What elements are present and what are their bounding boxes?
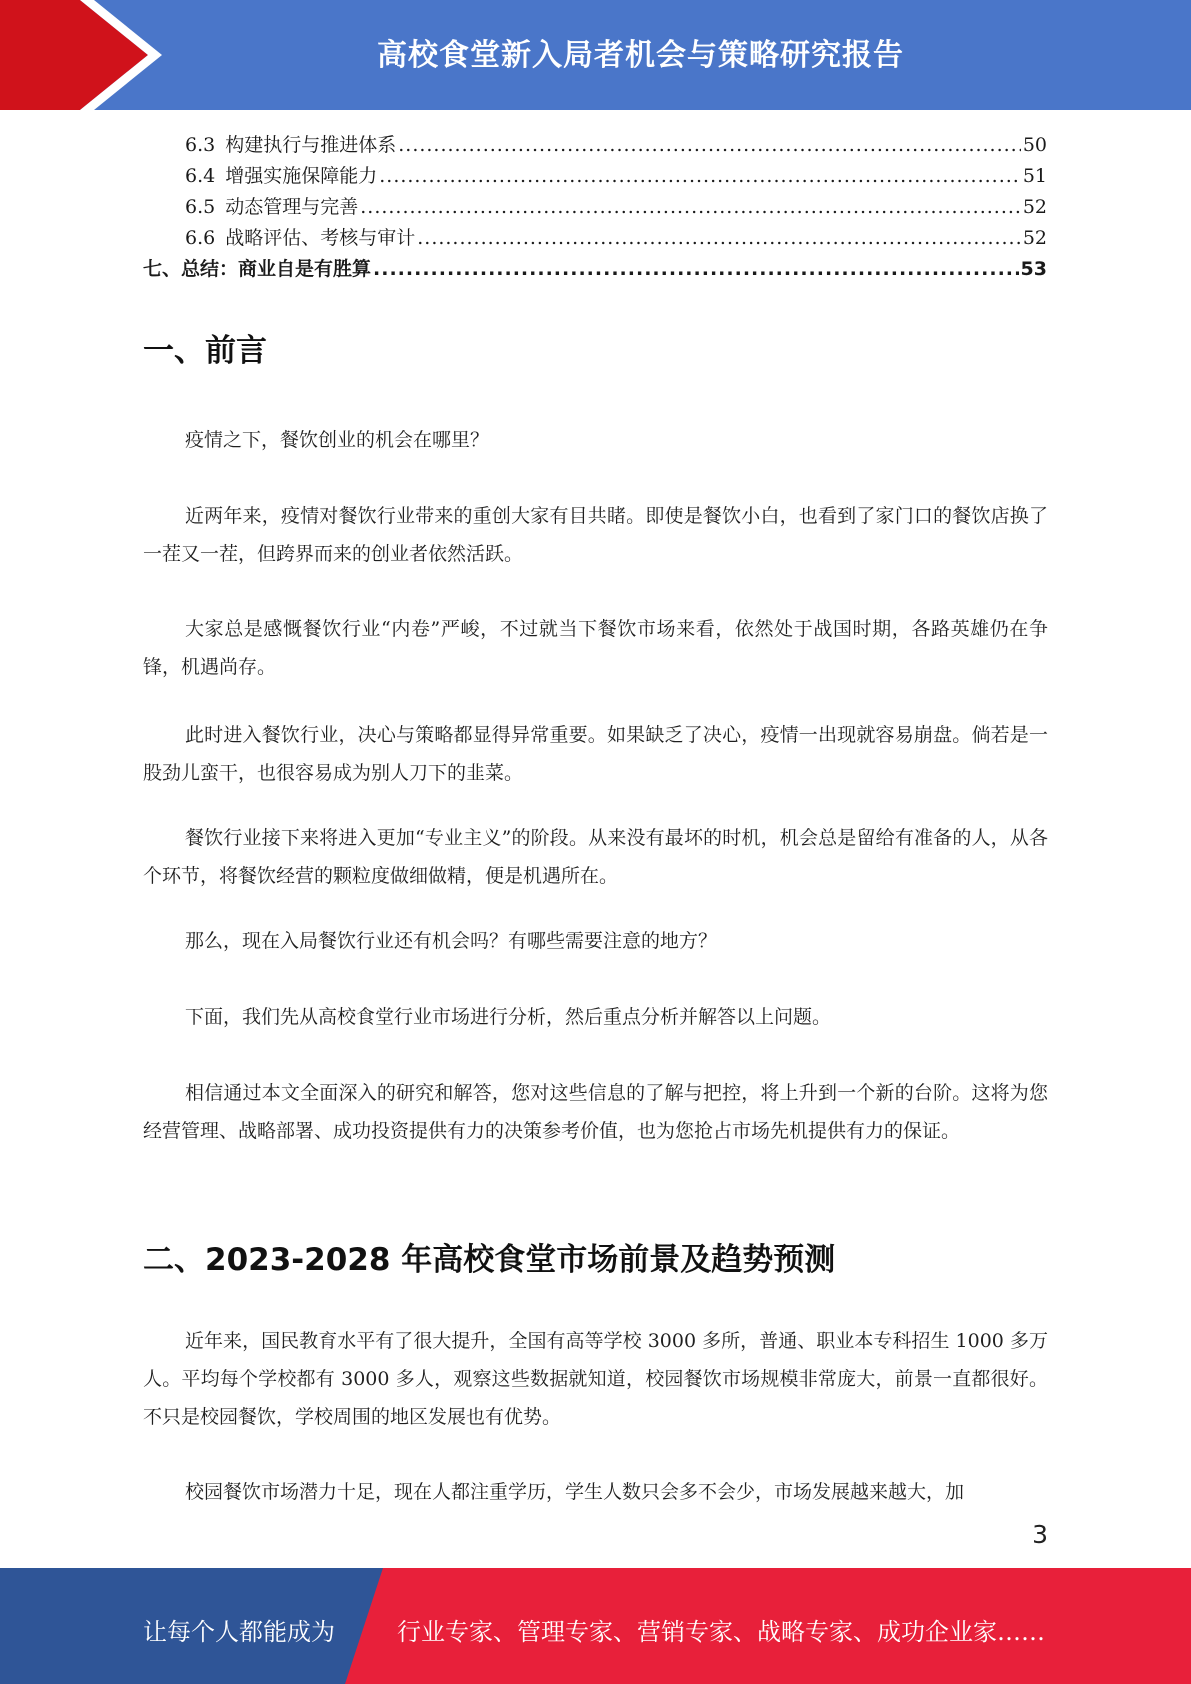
toc-leader-dots [398,134,1021,156]
body-paragraph: 疫情之下，餐饮创业的机会在哪里？ [185,429,490,451]
toc-entry-label: 战略评估、考核与审计 [225,227,416,249]
toc-entry[interactable] [143,192,1047,223]
toc-entry-page: 50 [1022,134,1047,156]
page-number: 3 [1032,1520,1048,1549]
toc-entry-chapter[interactable] [143,254,1047,285]
toc-entry-page: 51 [1022,165,1047,187]
table-of-contents [143,130,1047,285]
report-title: 高校食堂新入局者机会与策略研究报告 [377,38,904,73]
page-header [0,0,1191,110]
toc-entry-label: 七、总结：商业自是有胜算 [143,258,372,280]
body-paragraph: 此时进入餐饮行业，决心与策略都显得异常重要。如果缺乏了决心，疫情一出现就容易崩盘。倘若是一股劲儿蛮干，也很容易成为别人刀下的韭菜。 [143,724,1048,784]
toc-entry-number: 6.4 [185,165,216,187]
toc-entry-page: 52 [1022,227,1047,249]
body-paragraph: 近年来，国民教育水平有了很大提升，全国有高等学校 3000 多所，普通、职业本专科招生 1000 多万人。平均每个学校都有 3000 多人，观察这些数据就知道，校园餐饮市场规模非常庞大，前景一直都很好。不只是校园餐饮，学校周围的地区发展也有优势。 [143,1330,1048,1428]
body-paragraph: 下面，我们先从高校食堂行业市场进行分析，然后重点分析并解答以上问题。 [185,1006,832,1028]
toc-leader-dots [379,165,1021,187]
toc-leader-dots [360,196,1021,218]
body-paragraph: 餐饮行业接下来将进入更加“专业主义”的阶段。从来没有最坏的时机，机会总是留给有准备的人，从各个环节，将餐饮经营的颗粒度做细做精，便是机遇所在。 [143,827,1048,887]
toc-entry-number: 6.6 [185,227,216,249]
toc-entry-number: 6.3 [185,134,216,156]
toc-entry-number: 6.5 [185,196,216,218]
toc-entry[interactable] [143,223,1047,254]
section-heading-market-outlook: 二、2023-2028 年高校食堂市场前景及趋势预测 [143,1242,836,1278]
toc-entry-page: 53 [1020,258,1047,280]
footer-slogan-right: 行业专家、管理专家、营销专家、战略专家、成功企业家…… [397,1618,1045,1646]
toc-entry-label: 构建执行与推进体系 [225,134,397,156]
toc-leader-dots [373,258,1019,280]
body-paragraph: 那么，现在入局餐饮行业还有机会吗？有哪些需要注意的地方？ [185,930,718,952]
footer-slogan-left: 让每个人都能成为 [143,1618,335,1646]
toc-entry[interactable] [143,130,1047,161]
body-paragraph: 大家总是感慨餐饮行业“内卷”严峻，不过就当下餐饮市场来看，依然处于战国时期，各路英雄仍在争锋，机遇尚存。 [143,618,1048,678]
body-paragraph: 相信通过本文全面深入的研究和解答，您对这些信息的了解与把控，将上升到一个新的台阶。这将为您经营管理、战略部署、成功投资提供有力的决策参考价值，也为您抢占市场先机提供有力的保证。 [143,1082,1048,1142]
toc-entry-page: 52 [1022,196,1047,218]
body-paragraph: 近两年来，疫情对餐饮行业带来的重创大家有目共睹。即使是餐饮小白，也看到了家门口的餐饮店换了一茬又一茬，但跨界而来的创业者依然活跃。 [143,505,1048,565]
toc-entry-label: 增强实施保障能力 [225,165,378,187]
toc-entry-label: 动态管理与完善 [225,196,359,218]
body-paragraph: 校园餐饮市场潜力十足，现在人都注重学历，学生人数只会多不会少，市场发展越来越大，加 [185,1481,965,1503]
page-footer [0,1568,1191,1684]
toc-leader-dots [417,227,1021,249]
toc-entry[interactable] [143,161,1047,192]
section-heading-preface: 一、前言 [143,333,267,369]
